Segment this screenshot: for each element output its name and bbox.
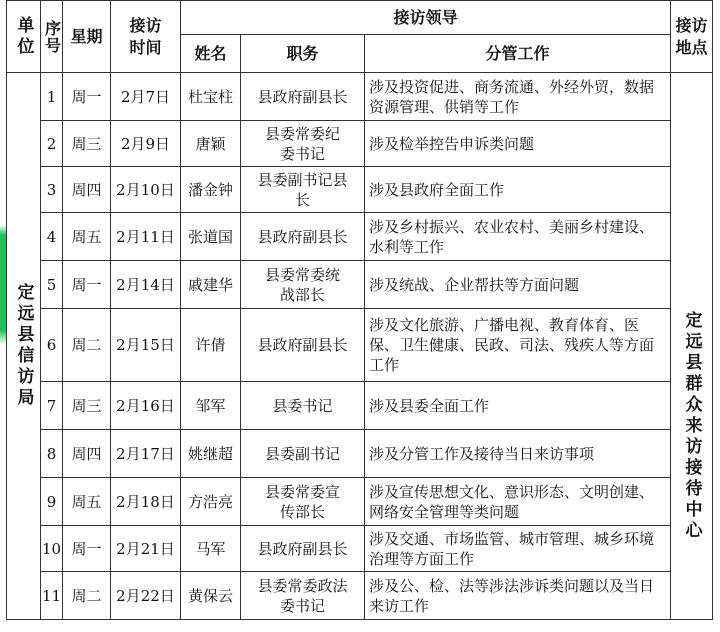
table-row [7,572,713,620]
weekday-cell: 周三 [63,121,111,167]
seq-cell: 7 [41,382,63,430]
table-row [7,167,713,213]
name-cell: 杜宝柱 [181,73,241,121]
seq-cell: 1 [41,73,63,121]
duty-cell: 涉及文化旅游、广播电视、教育体育、医保、卫生健康、民政、司法、残疾人等方面工作 [365,309,671,382]
duty-cell: 涉及投资促进、商务流通、外经外贸，数据资源管理、供销等工作 [365,73,671,121]
duty-cell: 涉及检举控告申诉类问题 [365,121,671,167]
date-cell: 2月7日 [111,73,181,121]
date-cell: 2月15日 [111,309,181,382]
position-cell: 县委常委纪委书记 [241,121,365,167]
position-cell: 县政府副县长 [241,526,365,572]
name-cell: 马军 [181,526,241,572]
date-cell: 2月9日 [111,121,181,167]
table-row [7,526,713,572]
position-cell: 县委书记 [241,382,365,430]
seq-cell: 5 [41,261,63,309]
position-cell: 县委常委宣传部长 [241,478,365,526]
unit-cell: 定远县信访局 [7,73,41,620]
weekday-cell: 周四 [63,430,111,478]
table-row [7,382,713,430]
seq-cell: 10 [41,526,63,572]
date-cell: 2月18日 [111,478,181,526]
header-leader: 接访领导 [181,1,671,35]
weekday-cell: 周四 [63,167,111,213]
position-cell: 县委常委政法委书记 [241,572,365,620]
position-cell: 县政府副县长 [241,309,365,382]
header-unit: 单位 [7,1,41,73]
header-duty: 分管工作 [365,35,671,73]
header-row-top [7,1,713,35]
name-cell: 黄保云 [181,572,241,620]
name-cell: 邹军 [181,382,241,430]
location-cell: 定远县群众来访接待中心 [671,73,713,620]
table-row [7,121,713,167]
duty-cell: 涉及公、检、法等涉法涉诉类问题以及当日来访工作 [365,572,671,620]
reception-schedule-table [6,0,713,620]
name-cell: 唐颖 [181,121,241,167]
weekday-cell: 周二 [63,309,111,382]
header-seq: 序号 [41,1,63,73]
seq-cell: 9 [41,478,63,526]
position-cell: 县委副书记 [241,430,365,478]
duty-cell: 涉及宣传思想文化、意识形态、文明创建、网络安全管理等类问题 [365,478,671,526]
date-cell: 2月16日 [111,382,181,430]
table-row [7,430,713,478]
weekday-cell: 周五 [63,213,111,261]
seq-cell: 6 [41,309,63,382]
duty-cell: 涉及乡村振兴、农业农村、美丽乡村建设、水利等工作 [365,213,671,261]
weekday-cell: 周一 [63,261,111,309]
date-cell: 2月14日 [111,261,181,309]
table-row [7,213,713,261]
date-cell: 2月11日 [111,213,181,261]
seq-cell: 8 [41,430,63,478]
position-cell: 县政府副县长 [241,213,365,261]
table-row [7,261,713,309]
duty-cell: 涉及交通、市场监管、城市管理、城乡环境治理等方面工作 [365,526,671,572]
weekday-cell: 周一 [63,526,111,572]
header-visit-time: 接访时间 [111,1,181,73]
table-row [7,478,713,526]
header-name: 姓名 [181,35,241,73]
name-cell: 张道国 [181,213,241,261]
date-cell: 2月22日 [111,572,181,620]
duty-cell: 涉及县政府全面工作 [365,167,671,213]
seq-cell: 4 [41,213,63,261]
name-cell: 戚建华 [181,261,241,309]
header-position: 职务 [241,35,365,73]
weekday-cell: 周二 [63,572,111,620]
date-cell: 2月10日 [111,167,181,213]
weekday-cell: 周三 [63,382,111,430]
name-cell: 许倩 [181,309,241,382]
header-location: 接访地点 [671,1,713,73]
name-cell: 潘金钟 [181,167,241,213]
header-weekday: 星期 [63,1,111,73]
name-cell: 姚继超 [181,430,241,478]
position-cell: 县政府副县长 [241,73,365,121]
name-cell: 方浩亮 [181,478,241,526]
seq-cell: 2 [41,121,63,167]
table-row [7,309,713,382]
seq-cell: 11 [41,572,63,620]
seq-cell: 3 [41,167,63,213]
table-row [7,73,713,121]
duty-cell: 涉及县委全面工作 [365,382,671,430]
weekday-cell: 周一 [63,73,111,121]
weekday-cell: 周五 [63,478,111,526]
position-cell: 县委常委统战部长 [241,261,365,309]
date-cell: 2月17日 [111,430,181,478]
date-cell: 2月21日 [111,526,181,572]
duty-cell: 涉及统战、企业帮扶等方面问题 [365,261,671,309]
position-cell: 县委副书记县长 [241,167,365,213]
duty-cell: 涉及分管工作及接待当日来访事项 [365,430,671,478]
